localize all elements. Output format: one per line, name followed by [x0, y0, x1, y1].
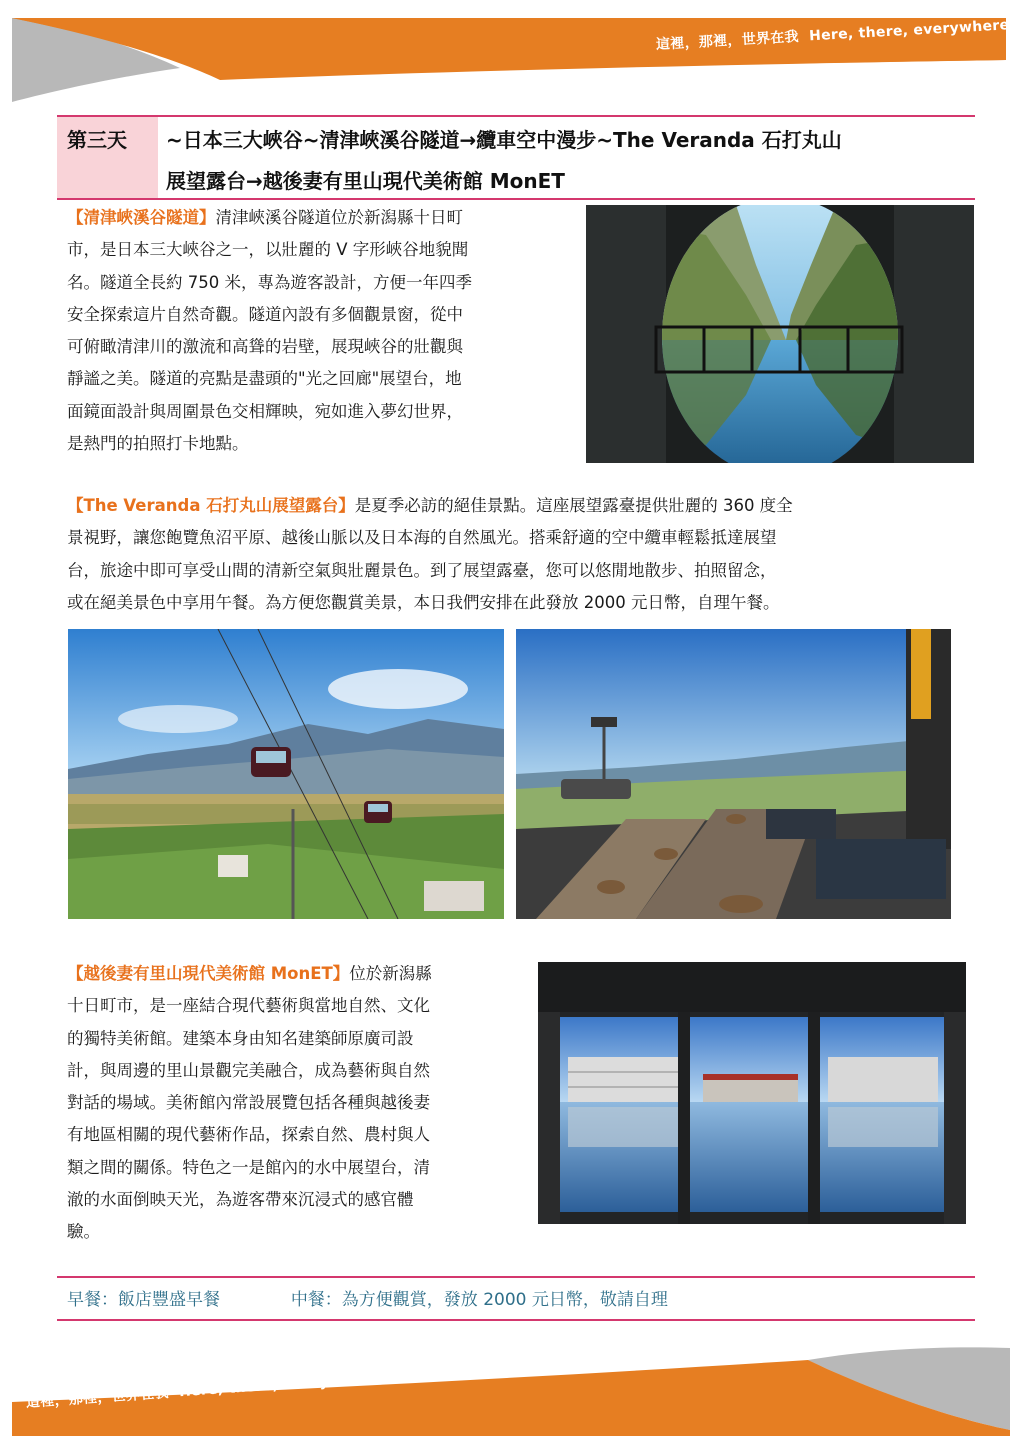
- section-monet-text: [67, 958, 522, 1249]
- monet-line-4: 計，與周邊的里山景觀完美融合，成為藝術與自然: [67, 1060, 430, 1080]
- day-label: 第三天: [67, 128, 127, 152]
- kiyotsu-paragraph: [67, 202, 567, 460]
- monet-paragraph: [67, 958, 522, 1249]
- kiyotsu-line-2: 市，是日本三大峽谷之一，以壯麗的 V 字形峽谷地貌聞: [67, 240, 469, 260]
- kiyotsu-line-8: 是熱門的拍照打卡地點。: [67, 434, 249, 454]
- slogan-zh: 這裡，那裡，世界在我: [655, 29, 800, 53]
- monet-line-9: 驗。: [67, 1222, 100, 1242]
- veranda-line-4: 或在絕美景色中享用午餐。為方便您觀賞美景，本日我們安排在此發放 2000 元日幣，自理午餐。: [67, 592, 780, 612]
- top-banner: [0, 0, 1024, 110]
- slogan-zh-bottom: 這裡，那裡，世界在我: [25, 1385, 170, 1411]
- monet-museum-photo: [538, 962, 966, 1224]
- veranda-heading: 【The Veranda 石打丸山展望露台】: [67, 496, 355, 515]
- day-title-line1: ~日本三大峽谷~清津峽溪谷隧道→纜車空中漫步~The Veranda 石打丸山: [166, 128, 842, 152]
- monet-line-1: 位於新潟縣: [349, 964, 432, 983]
- kiyotsu-line-6: 靜謐之美。隧道的亮點是盡頭的"光之回廊"展望台，地: [67, 369, 462, 389]
- slogan-en: Here, there, everywhere: [808, 17, 1010, 45]
- meals-row: [67, 1285, 668, 1310]
- kiyotsu-line-5: 可俯瞰清津川的激流和高聳的岩壁，展現峽谷的壯觀與: [67, 337, 463, 357]
- monet-line-8: 澈的水面倒映天光，為遊客帶來沉浸式的感官體: [67, 1190, 414, 1210]
- veranda-paragraph: [67, 490, 967, 619]
- monet-line-7: 類之間的關係。特色之一是館內的水中展望台，清: [67, 1157, 430, 1177]
- monet-line-6: 有地區相關的現代藝術作品，探索自然、農村與人: [67, 1125, 430, 1145]
- slogan-en-bottom: Here, there, everywhere: [178, 1370, 380, 1401]
- breakfast-text: 早餐：飯店豐盛早餐: [67, 1290, 220, 1310]
- veranda-line-2: 景視野，讓您飽覽魚沼平原、越後山脈以及日本海的自然風光。搭乘舒適的空中纜車輕鬆抵達展望: [67, 528, 777, 548]
- header-top-rule: [57, 115, 975, 117]
- kiyotsu-line-3: 名。隧道全長約 750 米，專為遊客設計，方便一年四季: [67, 272, 472, 292]
- section-veranda-text: [67, 490, 967, 619]
- lunch-text: 中餐：為方便觀賞，發放 2000 元日幣，敬請自理: [290, 1290, 668, 1310]
- meals-top-rule: [57, 1276, 975, 1278]
- kiyotsu-line-1: 清津峽溪谷隧道位於新潟縣十日町: [215, 208, 463, 227]
- kiyotsu-tunnel-photo: [586, 205, 974, 463]
- day-title-line2: 展望露台→越後妻有里山現代美術館 MonET: [166, 169, 565, 193]
- veranda-deck-photo: [516, 629, 951, 919]
- gondola-photo: [68, 629, 504, 919]
- monet-line-5: 對話的場域。美術館內常設展覽包括各種與越後妻: [67, 1093, 430, 1113]
- veranda-line-1: 是夏季必訪的絕佳景點。這座展望露臺提供壯麗的 360 度全: [354, 496, 793, 515]
- kiyotsu-heading: 【清津峽溪谷隧道】: [67, 208, 216, 227]
- meals-bottom-rule: [57, 1319, 975, 1321]
- header-bottom-rule: [57, 198, 975, 200]
- kiyotsu-line-7: 面鏡面設計與周圍景色交相輝映，宛如進入夢幻世界，: [67, 401, 463, 421]
- monet-heading: 【越後妻有里山現代美術館 MonET】: [67, 964, 350, 983]
- veranda-line-3: 台，旅途中即可享受山間的清新空氣與壯麗景色。到了展望露臺，您可以悠閒地散步、拍照留念，: [67, 560, 777, 580]
- kiyotsu-line-4: 安全探索這片自然奇觀。隧道內設有多個觀景窗，從中: [67, 304, 463, 324]
- monet-line-2: 十日町市，是一座結合現代藝術與當地自然、文化: [67, 996, 430, 1016]
- section-kiyotsu-text: [67, 202, 567, 460]
- monet-line-3: 的獨特美術館。建築本身由知名建築師原廣司設: [67, 1028, 414, 1048]
